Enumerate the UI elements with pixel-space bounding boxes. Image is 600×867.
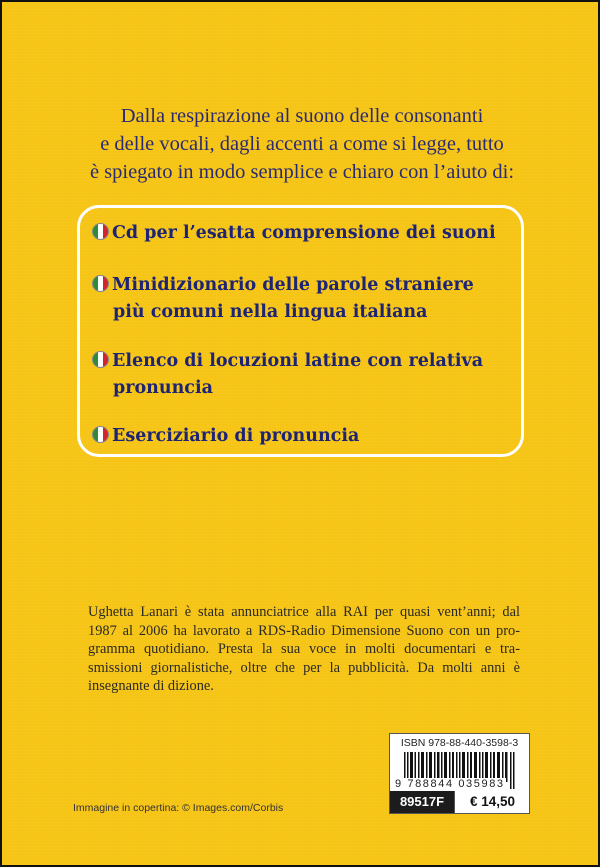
intro-line: è spiegato in modo semplice e chiaro con l’aiuto di: <box>89 161 515 183</box>
bio-line: 1987 al 2006 ha lavorato a RDS-Radio Dimensione Suono con un pro- <box>88 622 520 639</box>
italian-flag-icon <box>92 426 109 443</box>
feature-item <box>92 220 496 247</box>
feature-item <box>92 348 483 402</box>
feature-label-continuation: pronuncia <box>113 378 213 398</box>
feature-label: Cd per l’esatta comprensione dei suoni <box>112 223 496 243</box>
intro-text <box>2 102 600 186</box>
price-label: € 14,50 <box>454 791 530 813</box>
bio-line: smissioni giornalistiche, oltre che per la pubblicità. Da molti anni è <box>88 659 520 676</box>
author-bio <box>88 603 520 696</box>
italian-flag-icon <box>92 351 109 368</box>
features-box <box>77 205 524 457</box>
intro-line: e delle vocali, dagli accenti a come si legge, tutto <box>100 133 504 155</box>
feature-item <box>92 272 474 326</box>
feature-label-continuation: più comuni nella lingua italiana <box>113 302 428 322</box>
feature-item <box>92 423 359 450</box>
product-code: 89517F <box>390 791 454 813</box>
intro-line: Dalla respirazione al suono delle consonanti <box>120 105 484 127</box>
barcode-digits <box>394 778 525 790</box>
italian-flag-icon <box>92 275 109 292</box>
book-back-cover <box>2 2 598 865</box>
feature-label: Eserciziario di pronuncia <box>112 426 360 446</box>
feature-label: Elenco di locuzioni latine con relativa <box>112 351 484 371</box>
barcode-box <box>389 733 530 814</box>
italian-flag-icon <box>92 223 109 240</box>
bio-line: Ughetta Lanari è stata annunciatrice alla RAI per quasi vent’anni; dal <box>88 604 520 620</box>
cover-image-credit: Immagine in copertina: © Images.com/Corbis <box>73 802 284 814</box>
barcode-digits-text: 9 788844 035983 <box>395 778 505 790</box>
bio-line: gramma quotidiano. Presta la sua voce in molti documentari e tra- <box>88 641 520 657</box>
isbn-label: ISBN 978-88-440-3598-3 <box>400 737 519 749</box>
bio-line: insegnante di dizione. <box>88 678 214 694</box>
feature-label: Minidizionario delle parole straniere <box>112 275 474 295</box>
